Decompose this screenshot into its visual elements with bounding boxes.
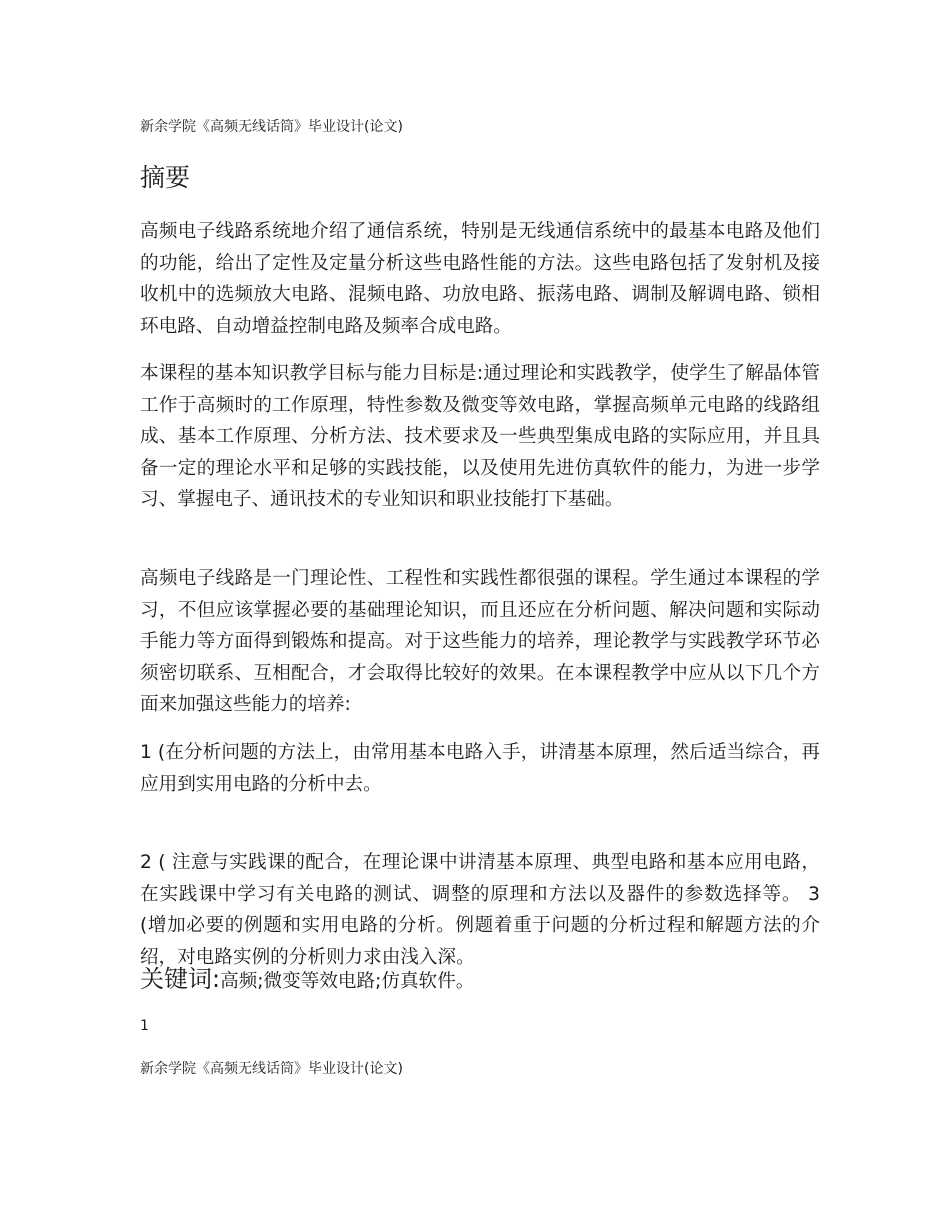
abstract-paragraph-1: 高频电子线路系统地介绍了通信系统，特别是无线通信系统中的最基本电路及他们的功能，给出了定性及定量分析这些电路性能的方法。这些电路包括了发射机及接收机中的选频放大电路、混频电路、功放电路、振荡电路、调制及解调电路、锁相环电路、自动增益控制电路及频率合成电路。 — [140, 221, 820, 337]
abstract-title: 摘要 — [140, 163, 191, 192]
running-header: 新余学院《高频无线话筒》毕业设计(论文) — [140, 119, 403, 135]
abstract-paragraph-2: 本课程的基本知识教学目标与能力目标是:通过理论和实践教学，使学生了解晶体管工作于高频时的工作原理，特性参数及微变等效电路，掌握高频单元电路的线路组成、基本工作原理、分析方法、技术要求及一些典型集成电路的实际应用，并且具备一定的理论水平和足够的实践技能，以及使用先进仿真软件的能力，为进一步学习、掌握电子、通讯技术的专业知识和职业技能打下基础。 — [140, 363, 820, 511]
abstract-paragraph-3: 高频电子线路是一门理论性、工程性和实践性都很强的课程。学生通过本课程的学习，不但应该掌握必要的基础理论知识，而且还应在分析问题、解决问题和实际动手能力等方面得到锻炼和提高。对于这些能力的培养，理论教学与实践教学环节必须密切联系、互相配合，才会取得比较好的效果。在本课程教学中应从以下几个方面来加强这些能力的培养: — [140, 568, 820, 716]
keywords-label: 关键词: — [140, 965, 221, 993]
page-number: 1 — [140, 1018, 149, 1034]
abstract-paragraph-4: 1 (在分析问题的方法上，由常用基本电路入手，讲清基本原理，然后适当综合，再应用到实用电路的分析中去。 — [140, 742, 820, 795]
running-header-next-page: 新余学院《高频无线话筒》毕业设计(论文) — [140, 1061, 403, 1077]
keywords-values: 高频;微变等效电路;仿真软件。 — [220, 971, 475, 992]
abstract-paragraph-5: 2 ( 注意与实践课的配合，在理论课中讲清基本原理、典型电路和基本应用电路，在实践课中学习有关电路的测试、调整的原理和方法以及器件的参数选择等。 3 (增加必要的例题和实用电路的分析。例题着重于问题的分析过程和解题方法的介绍，对电路实例的分析则力求由浅入深。 — [140, 852, 820, 968]
keywords-line — [140, 962, 474, 999]
